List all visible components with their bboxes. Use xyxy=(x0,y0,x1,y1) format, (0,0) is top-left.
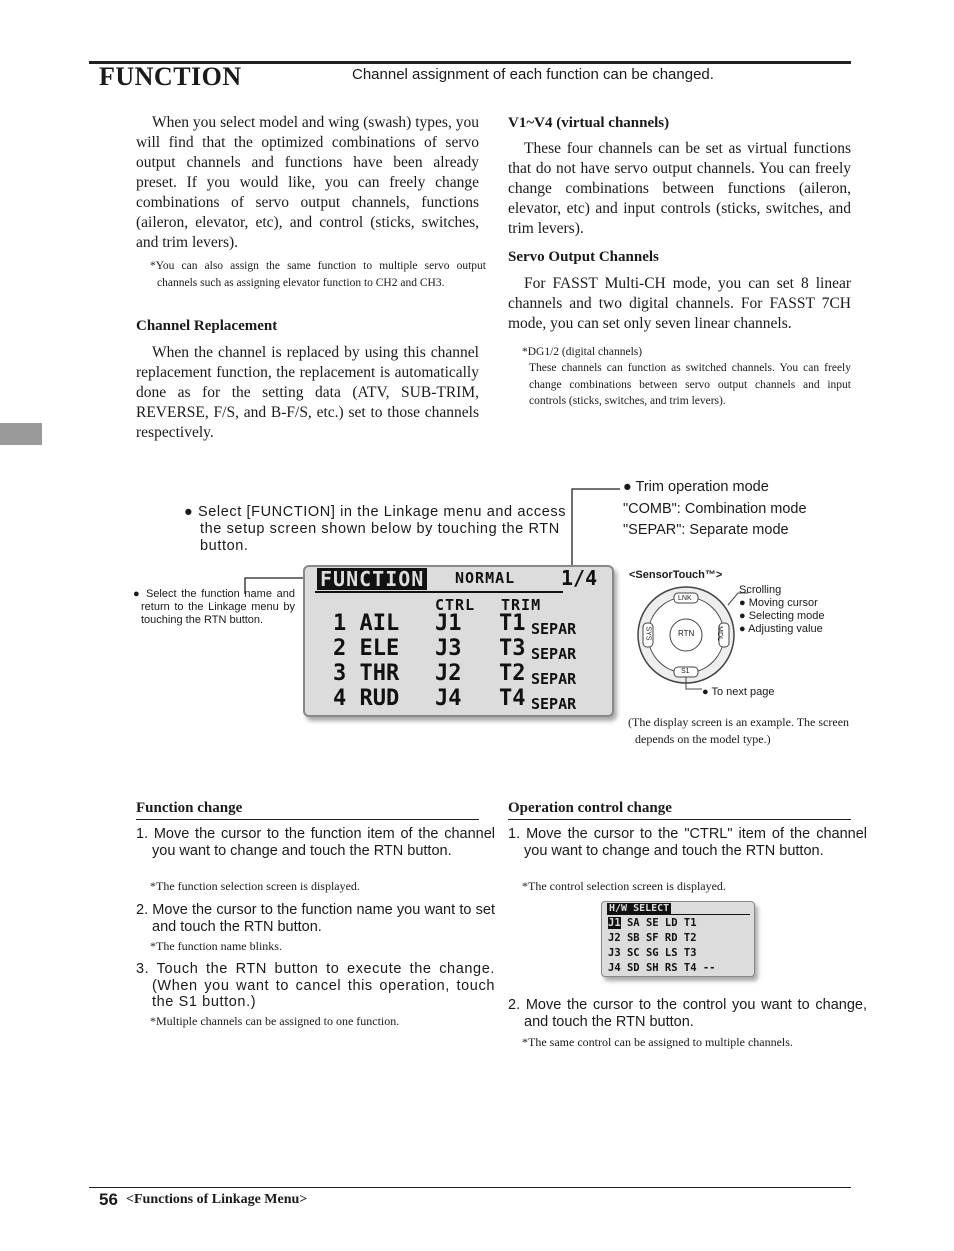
hw-select-options: SC SG LS T3 xyxy=(626,947,697,959)
servo-output-heading: Servo Output Channels xyxy=(508,249,659,265)
lcd-trim-mode-cell[interactable]: SEPAR xyxy=(531,620,577,638)
operation-change-note-2: *The same control can be assigned to multiple channels. xyxy=(522,1035,793,1049)
scrolling-label: Scrolling xyxy=(739,584,782,596)
page-subtitle: Channel assignment of each function can be changed. xyxy=(352,66,714,83)
lcd-function-cell[interactable]: 2 ELE xyxy=(333,636,400,661)
function-change-step-1: 1. Move the cursor to the function item of the channel you want to change and touch the RTN button. xyxy=(136,826,495,859)
function-change-note-3: *Multiple channels can be assigned to one function. xyxy=(150,1014,400,1028)
lcd-trim-column xyxy=(499,611,526,711)
lcd-trim-cell[interactable]: T1 xyxy=(499,611,526,636)
hw-select-rows xyxy=(608,916,716,976)
sensortouch-scroll-legend xyxy=(739,584,825,636)
sensortouch-label: <SensorTouch™> xyxy=(629,569,723,581)
select-function-instruction: ● Select [FUNCTION] in the Linkage menu and access the setup screen shown below by touching the RTN button. xyxy=(184,504,567,554)
lnk-key[interactable]: LNK xyxy=(678,595,692,602)
lcd-trim-cell[interactable]: T2 xyxy=(499,661,526,686)
adjusting-value-label: ● Adjusting value xyxy=(739,623,823,635)
hw-select-current[interactable]: J4 xyxy=(608,962,621,974)
hw-select-options: SD SH RS T4 -- xyxy=(626,962,716,974)
lcd-trim-mode-cell[interactable]: SEPAR xyxy=(531,670,577,688)
sys-key[interactable]: SYS xyxy=(644,626,652,641)
trim-mode-separ: "SEPAR": Separate mode xyxy=(623,522,789,538)
virtual-channels-heading: V1~V4 (virtual channels) xyxy=(508,115,670,131)
footer-rule xyxy=(89,1187,851,1188)
example-note: (The display screen is an example. The screen depends on the model type.) xyxy=(628,715,850,746)
hw-select-row[interactable] xyxy=(608,931,716,946)
lcd-function-column xyxy=(333,611,399,711)
page-number: 56 xyxy=(99,1190,118,1209)
hw-select-title-rule xyxy=(607,914,750,915)
channel-replacement-heading: Channel Replacement xyxy=(136,318,278,334)
virtual-channels-paragraph: These four channels can be set as virtual functions that do not have servo output channels. You can freely change combinations between functions (aileron, elevator, etc) and input controls (sticks, switches, and trim levers). xyxy=(508,140,851,237)
intro-paragraph: When you select model and wing (swash) types, you will find that the optimized combinations of servo output channels and functions have been already preset. If you would like, you can freely change combinations of servo output channels, functions (aileron, elevator, etc), and control (sticks, switches, and trim levers). xyxy=(136,114,479,251)
lcd-page-indicator: 1/4 xyxy=(561,566,598,590)
lcd-trim-mode-column xyxy=(531,617,576,717)
hw-select-row[interactable] xyxy=(608,946,716,961)
lcd-ctrl-cell[interactable]: J2 xyxy=(435,661,462,686)
hw-select-current[interactable]: J2 xyxy=(608,932,621,944)
function-change-step-2: 2. Move the cursor to the function name you want to set and touch the RTN button. xyxy=(136,902,495,935)
lcd-trim-cell[interactable]: T4 xyxy=(499,686,526,711)
function-name-callout: ● Select the function name and return to the Linkage menu by touching the RTN button. xyxy=(133,588,295,626)
trim-mode-comb: "COMB": Combination mode xyxy=(623,500,807,517)
footer-section-title: <Functions of Linkage Menu> xyxy=(126,1192,308,1207)
hw-select-options: SA SE LD T1 xyxy=(626,917,697,929)
function-lcd-screen xyxy=(303,565,614,717)
servo-output-paragraph: For FASST Multi-CH mode, you can set 8 linear channels and two digital channels. For FASST 7CH mode, you can set only seven linear channels. xyxy=(508,275,851,332)
intro-note: *You can also assign the same function to multiple servo output channels such as assigning elevator function to CH2 and CH3. xyxy=(150,260,486,289)
function-change-note-1: *The function selection screen is displayed. xyxy=(150,879,360,893)
lcd-col-ctrl: CTRL xyxy=(435,596,476,614)
lcd-trim-cell[interactable]: T3 xyxy=(499,636,526,661)
next-page-label: ● To next page xyxy=(702,686,775,698)
s1-key[interactable]: S1 xyxy=(681,668,690,675)
trim-mode-title: ● Trim operation mode xyxy=(623,479,769,495)
lcd-function-cell[interactable]: 3 THR xyxy=(333,661,400,686)
hw-select-lcd-screen xyxy=(601,901,755,977)
operation-change-heading: Operation control change xyxy=(508,800,851,820)
hw-select-current[interactable]: J1 xyxy=(608,917,621,929)
lcd-function-cell[interactable]: 4 RUD xyxy=(333,686,400,711)
rtn-key[interactable]: RTN xyxy=(678,629,695,638)
function-change-note-2: *The function name blinks. xyxy=(150,939,282,953)
lcd-title: FUNCTION xyxy=(317,568,427,590)
lcd-title-rule xyxy=(315,591,563,593)
lcd-function-cell[interactable]: 1 AIL xyxy=(333,611,400,636)
hw-select-options: SB SF RD T2 xyxy=(626,932,697,944)
channel-replacement-paragraph: When the channel is replaced by using this channel replacement function, the replacement is automatically done as for the setting data (ATV, SUB-TRIM, REVERSE, F/S, and B-F/S, etc.) set to those channels respectively. xyxy=(136,344,479,441)
lcd-ctrl-cell[interactable]: J1 xyxy=(435,611,462,636)
hw-select-title: H/W SELECT xyxy=(609,903,670,914)
lcd-ctrl-column xyxy=(435,611,462,711)
hw-select-current[interactable]: J3 xyxy=(608,947,621,959)
page-title: FUNCTION xyxy=(99,62,242,91)
lcd-ctrl-cell[interactable]: J3 xyxy=(435,636,462,661)
lcd-mode: NORMAL xyxy=(455,569,516,587)
hw-select-row[interactable] xyxy=(608,961,716,976)
moving-cursor-label: ● Moving cursor xyxy=(739,597,818,609)
operation-change-step-1: 1. Move the cursor to the "CTRL" item of the channel you want to change and touch the RTN button. xyxy=(508,826,867,859)
function-change-step-3: 3. Touch the RTN button to execute the change. (When you want to cancel this operation, touch the S1 button.) xyxy=(136,961,495,1010)
lcd-col-trim: TRIM xyxy=(501,596,542,614)
lcd-trim-mode-cell[interactable]: SEPAR xyxy=(531,645,577,663)
lcd-ctrl-cell[interactable]: J4 xyxy=(435,686,462,711)
operation-change-note-1: *The control selection screen is displayed. xyxy=(522,879,726,893)
mdl-key[interactable]: MDL xyxy=(715,626,723,641)
dg-note-text: These channels can function as switched channels. You can freely change combinations between servo output channels and input controls (sticks, switches, and trim levers). xyxy=(529,362,851,407)
function-change-heading: Function change xyxy=(136,800,479,820)
hw-select-row[interactable] xyxy=(608,916,716,931)
operation-change-step-2: 2. Move the cursor to the control you want to change, and touch the RTN button. xyxy=(508,997,867,1030)
selecting-mode-label: ● Selecting mode xyxy=(739,610,825,622)
dg-note-heading: *DG1/2 (digital channels) xyxy=(522,346,643,358)
lcd-trim-mode-cell[interactable]: SEPAR xyxy=(531,695,577,713)
